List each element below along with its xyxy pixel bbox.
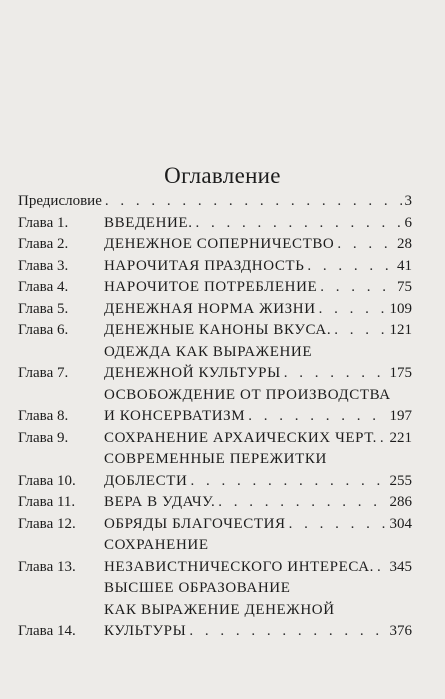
- toc-entry-title: [104, 535, 412, 578]
- chapter-title-line: СОВРЕМЕННЫЕ ПЕРЕЖИТКИ: [104, 451, 327, 467]
- chapter-number: Глава 5.: [18, 300, 69, 317]
- chapter-title-line: СОХРАНЕНИЕ: [104, 537, 209, 553]
- dot-leader: [380, 428, 387, 450]
- chapter-title-line: СОХРАНЕНИЕ АРХАИЧЕСКИХ ЧЕРТ.: [104, 429, 377, 446]
- toc-entry-title: [104, 492, 412, 514]
- dot-leader: [248, 406, 386, 428]
- toc-entry-title: [104, 213, 412, 235]
- page-number: 221: [389, 429, 412, 446]
- toc-entry: [18, 428, 412, 450]
- chapter-title-line: ДЕНЕЖНОЕ СОПЕРНИЧЕСТВО: [104, 236, 335, 252]
- dot-leader: [337, 234, 394, 256]
- chapter-title-line: НАРОЧИТАЯ ПРАЗДНОСТЬ: [104, 257, 305, 274]
- dot-leader: [190, 471, 386, 493]
- page-number: 109: [389, 300, 412, 317]
- chapter-number: Глава 10.: [18, 472, 76, 489]
- toc-entry-title: [104, 449, 412, 492]
- toc-entry: [18, 535, 412, 578]
- toc-entry: [18, 191, 412, 213]
- toc-entry: [18, 385, 412, 428]
- toc-entry: [18, 213, 412, 235]
- chapter-title-line: ДЕНЕЖНАЯ НОРМА ЖИЗНИ: [104, 300, 316, 317]
- chapter-number: Глава 9.: [18, 429, 69, 446]
- page-number: 345: [389, 558, 412, 575]
- dot-leader: [105, 191, 402, 213]
- toc-entry: [18, 578, 412, 643]
- chapter-title-line: ДЕНЕЖНЫЕ КАНОНЫ ВКУСА.: [104, 322, 332, 338]
- page-number: 6: [404, 214, 412, 231]
- toc-entry: [18, 492, 412, 514]
- chapter-title-line: ВВЕДЕНИЕ.: [104, 214, 193, 231]
- chapter-number: Глава 8.: [18, 408, 69, 424]
- toc-entry: [18, 234, 412, 256]
- chapter-number: Глава 7.: [18, 365, 69, 381]
- toc-entry-title: [104, 385, 412, 428]
- chapter-number: Глава 13.: [18, 558, 76, 575]
- dot-leader: [196, 213, 402, 235]
- chapter-title-line: ДОБЛЕСТИ: [104, 472, 188, 489]
- page-number: 3: [404, 193, 412, 209]
- chapter-title-line: ОСВОБОЖДЕНИЕ ОТ ПРОИЗВОДСТВА: [104, 386, 391, 403]
- chapter-title-line: ОДЕЖДА КАК ВЫРАЖЕНИЕ: [104, 343, 313, 360]
- page-title: Оглавление: [164, 163, 281, 189]
- dot-leader: [320, 277, 394, 299]
- chapter-number: Глава 1.: [18, 214, 69, 231]
- toc-entry: [18, 299, 412, 321]
- chapter-title-line: НЕЗАВИСТНИЧЕСКОГО ИНТЕРЕСА.: [104, 558, 374, 575]
- table-of-contents: [18, 191, 412, 643]
- chapter-title-line: НАРОЧИТОЕ ПОТРЕБЛЕНИЕ: [104, 279, 318, 295]
- chapter-title-line: ДЕНЕЖНОЙ КУЛЬТУРЫ: [104, 365, 281, 381]
- toc-entry-title: [104, 342, 412, 385]
- page-number: 376: [389, 623, 412, 639]
- toc-entry-title: [104, 514, 412, 536]
- chapter-title-line: Предисловие: [18, 193, 102, 209]
- toc-entry: [18, 514, 412, 536]
- page-number: 41: [397, 257, 412, 274]
- dot-leader: [334, 320, 386, 342]
- dot-leader: [289, 514, 387, 536]
- toc-entry: [18, 449, 412, 492]
- page-number: 197: [389, 408, 412, 424]
- chapter-number: Глава 11.: [18, 494, 76, 510]
- page-number: 286: [389, 494, 412, 510]
- chapter-title-line: КУЛЬТУРЫ: [104, 623, 187, 639]
- page-number: 75: [397, 279, 412, 295]
- chapter-title-line: ВЫСШЕЕ ОБРАЗОВАНИЕ: [104, 580, 291, 596]
- chapter-title-line: И КОНСЕРВАТИЗМ: [104, 408, 246, 424]
- chapter-number: Глава 3.: [18, 257, 69, 274]
- toc-entry-title: [104, 234, 412, 256]
- chapter-title-line: КАК ВЫРАЖЕНИЕ ДЕНЕЖНОЙ: [104, 601, 335, 618]
- chapter-number: Глава 4.: [18, 279, 69, 295]
- page-number: 175: [389, 365, 412, 381]
- dot-leader: [377, 557, 387, 579]
- page-number: 304: [389, 515, 412, 532]
- toc-entry-title: [104, 320, 412, 342]
- dot-leader: [189, 621, 386, 643]
- toc-entry-title: [104, 578, 412, 643]
- dot-leader: [284, 363, 387, 385]
- toc-entry-title: [18, 191, 412, 213]
- chapter-number: Глава 6.: [18, 322, 69, 338]
- show-through-text: [0, 0, 445, 150]
- dot-leader: [307, 256, 394, 278]
- toc-entry: [18, 256, 412, 278]
- chapter-title-line: ВЕРА В УДАЧУ.: [104, 494, 216, 510]
- toc-entry: [18, 342, 412, 385]
- dot-leader: [319, 299, 387, 321]
- chapter-number: Глава 12.: [18, 515, 76, 532]
- toc-entry-title: [104, 428, 412, 450]
- toc-entry-title: [104, 277, 412, 299]
- toc-entry-title: [104, 256, 412, 278]
- dot-leader: [218, 492, 386, 514]
- toc-entry-title: [104, 299, 412, 321]
- page-number: 121: [389, 322, 412, 338]
- chapter-number: Глава 14.: [18, 623, 76, 639]
- chapter-number: Глава 2.: [18, 236, 69, 252]
- chapter-title-line: ОБРЯДЫ БЛАГОЧЕСТИЯ: [104, 515, 286, 532]
- page-number: 28: [397, 236, 412, 252]
- page-number: 255: [389, 472, 412, 489]
- toc-entry: [18, 277, 412, 299]
- toc-entry: [18, 320, 412, 342]
